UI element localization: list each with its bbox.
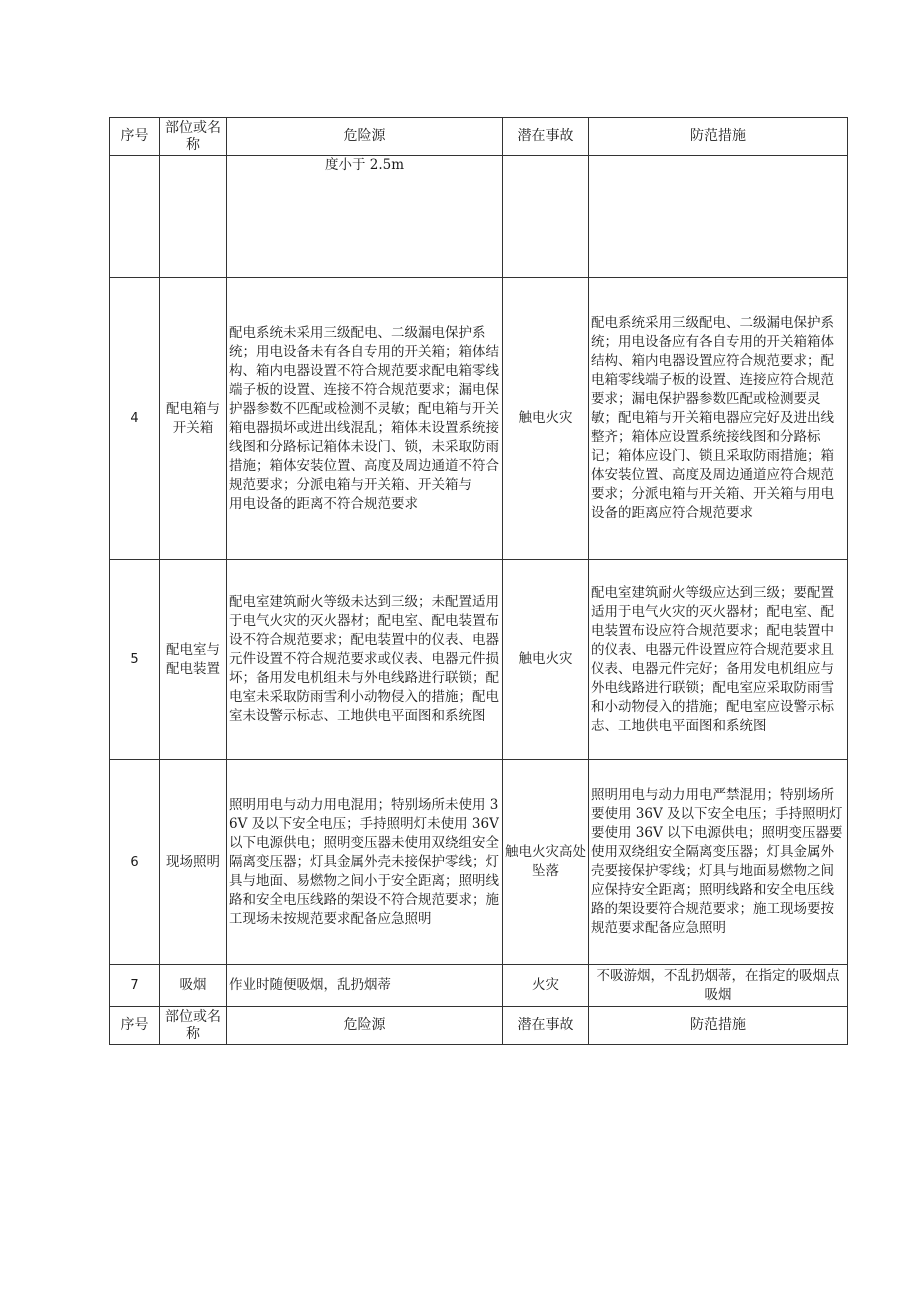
table-row [110,760,848,965]
cell-part: 吸烟 [160,965,227,1007]
cell-no: 5 [110,560,160,760]
header-part: 部位或名称 [160,118,227,156]
cell-part: 配电箱与开关箱 [160,278,227,560]
cell-measures [589,156,848,278]
cell-part [160,156,227,278]
cell-hazard: 配电系统未采用三级配电、二级漏电保护系统；用电设备未有各自专用的开关箱；箱体结构、箱内电器设置不符合规范要求配电箱零线端子板的设置、连接不符合规范要求；漏电保护器参数不匹配或检测不灵敏；配电箱与开关箱电器损坏或进出线混乱；箱体未设置系统接线图和分路标记箱体未设门、锁，未采取防雨措施；箱体安装位置、高度及周边通道不符合规范要求；分派电箱与开关箱、开关箱与 用电设备的距离不符合规范要求 [227,278,503,560]
header-hazard: 危险源 [227,118,503,156]
cell-measures: 配电室建筑耐火等级应达到三级；要配置适用于电气火灾的灭火器材；配电室、配电装置布设应符合规范要求；配电装置中的仪表、电器元件设置应符合规范要求且仪表、电器元件完好；备用发电机组应与外电线路进行联锁；配电室应采取防雨雪和小动物侵入的措施；配电室应设警示标志、工地供电平面图和系统图 [589,560,848,760]
header-no: 序号 [110,1007,160,1045]
table-row [110,278,848,560]
cell-measures: 不吸游烟，不乱扔烟蒂，在指定的吸烟点吸烟 [589,965,848,1007]
cell-hazard: 照明用电与动力用电混用；特别场所未使用 36V 及以下安全电压；手持照明灯未使用 36V 以下电源供电；照明变压器未使用双绕组安全隔离变压器；灯具金属外壳未接保护零线；灯具与地面、易燃物之间小于安全距离；照明线路和安全电压线路的架设不符合规范要求；施工现场未按规范要求配备应急照明 [227,760,503,965]
table-row [110,560,848,760]
header-accident: 潜在事故 [503,1007,589,1045]
hazard-table [109,117,848,1045]
header-measures: 防范措施 [589,1007,848,1045]
table-header-row-repeat [110,1007,848,1045]
cell-no [110,156,160,278]
cell-no: 7 [110,965,160,1007]
cell-accident: 触电火灾 [503,560,589,760]
cell-hazard: 作业时随便吸烟，乱扔烟蒂 [227,965,503,1007]
cell-measures: 照明用电与动力用电严禁混用；特别场所要使用 36V 及以下安全电压；手持照明灯要使用 36V 以下电源供电；照明变压器要使用双绕组安全隔离变压器；灯具金属外壳要接保护零线；灯具与地面易燃物之间应保持安全距离；照明线路和安全电压线路的架设要符合规范要求；施工现场要按规范要求配备应急照明 [589,760,848,965]
cell-no: 4 [110,278,160,560]
cell-accident: 触电火灾 [503,278,589,560]
cell-part: 配电室与配电装置 [160,560,227,760]
header-hazard: 危险源 [227,1007,503,1045]
cell-accident [503,156,589,278]
cell-accident: 触电火灾高处坠落 [503,760,589,965]
table-row [110,965,848,1007]
table-row-continuation [110,156,848,278]
cell-no: 6 [110,760,160,965]
header-no: 序号 [110,118,160,156]
cell-accident: 火灾 [503,965,589,1007]
cell-part: 现场照明 [160,760,227,965]
cell-measures: 配电系统采用三级配电、二级漏电保护系统；用电设备应有各自专用的开关箱箱体结构、箱内电器设置应符合规范要求；配电箱零线端子板的设置、连接应符合规范要求；漏电保护器参数匹配或检测要灵敏；配电箱与开关箱电器应完好及进出线整齐；箱体应设置系统接线图和分路标记；箱体应设门、锁且采取防雨措施；箱体安装位置、高度及周边通道应符合规范要求；分派电箱与开关箱、开关箱与用电设备的距离应符合规范要求 [589,278,848,560]
header-part: 部位或名称 [160,1007,227,1045]
header-measures: 防范措施 [589,118,848,156]
cell-hazard: 度小于 2.5m [227,156,503,278]
table-header-row [110,118,848,156]
cell-hazard: 配电室建筑耐火等级未达到三级；未配置适用于电气火灾的灭火器材；配电室、配电装置布设不符合规范要求；配电装置中的仪表、电器元件设置不符合规范要求或仪表、电器元件损坏；备用发电机组未与外电线路进行联锁；配电室未采取防雨雪利小动物侵入的措施；配电室未设警示标志、工地供电平面图和系统图 [227,560,503,760]
header-accident: 潜在事故 [503,118,589,156]
